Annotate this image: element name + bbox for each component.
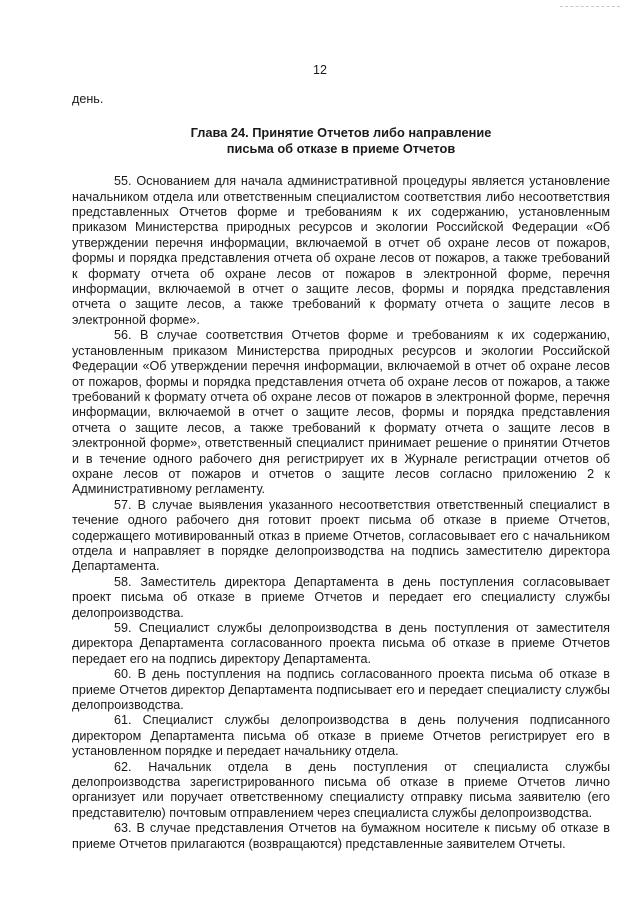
paragraph-61: 61. Специалист службы делопроизводства в день получения подписанного директором Департамента письма об отказе в приеме Отчетов регистрирует его в установленном порядке и передает начальнику отдела. xyxy=(72,713,610,759)
chapter-heading xyxy=(72,125,610,156)
paragraph-60: 60. В день поступления на подпись согласованного проекта письма об отказе в приеме Отчетов директор Департамента подписывает его и передает специалисту службы делопроизводства. xyxy=(72,667,610,713)
chapter-title-line-2: письма об отказе в приеме Отчетов xyxy=(226,140,456,156)
paragraph-59: 59. Специалист службы делопроизводства в день поступления от заместителя директора Департамента согласованного проекта письма об отказе в приеме Отчетов передает его на подпись директору Департамента. xyxy=(72,621,610,666)
document-body xyxy=(72,92,610,852)
paragraph-58: 58. Заместитель директора Департамента в день поступления согласовывает проект письма об отказе в приеме Отчетов и передает его специалисту службы делопроизводства. xyxy=(72,574,610,620)
paragraph-56: 56. В случае соответствия Отчетов форме и требованиям к их содержанию, установленным приказом Министерства природных ресурсов и экологии Российской Федерации «Об утверждении перечня информации, включаемой в отчет об охране лесов от пожаров, формы и порядка представления отчета об охране лесов от пожаров, а также требований к формату отчета об охране лесов от пожаров в электронной форме, перечня информации, включаемой в отчет о защите лесов, формы и порядка представления отчета о защите лесов, а также требований к формату отчета о защите лесов в электронной форме», ответственный специалист принимает решение о принятии Отчетов и в течение одного рабочего дня регистрирует их в Журнале регистрации отчетов об охране лесов от пожаров и отчетов о защите лесов согласно приложению 2 к Административному регламенту. xyxy=(72,328,610,497)
scan-artifact-mark xyxy=(560,6,620,9)
paragraph-57: 57. В случае выявления указанного несоответствия ответственный специалист в течение одного рабочего дня готовит проект письма об отказе в приеме Отчетов, содержащего мотивированный отказ в приеме Отчетов, согласовывает его с начальником отдела и направляет в порядке делопроизводства на подпись заместителю директора Департамента. xyxy=(72,497,610,574)
paragraph-63: 63. В случае представления Отчетов на бумажном носителе к письму об отказе в приеме Отчетов прилагаются (возвращаются) представленные заявителем Отчеты. xyxy=(72,821,610,851)
chapter-title-line-1: Глава 24. Принятие Отчетов либо направление xyxy=(190,125,492,141)
carryover-text: день. xyxy=(72,92,104,106)
paragraph-62: 62. Начальник отдела в день поступления от специалиста службы делопроизводства зарегистрированного письма об отказе в приеме Отчетов лично организует или поручает ответственному специалисту отправку письма заявителю (его представителю) почтовым отправлением через специалиста службы делопроизводства. xyxy=(72,759,610,820)
page-number: 12 xyxy=(313,63,327,77)
paragraph-55: 55. Основанием для начала административной процедуры является установление начальником отдела или ответственным специалистом соответствия либо несоответствия представленных Отчетов форме и требованиям к их содержанию, установленным приказом Министерства природных ресурсов и экологии Российской Федерации «Об утверждении перечня информации, включаемой в отчет об охране лесов от пожаров, формы и порядка представления отчета об охране лесов от пожаров, а также требований к формату отчета об охране лесов от пожаров в электронной форме, перечня информации, включаемой в отчет о защите лесов, формы и порядка представления отчета о защите лесов, а также требований к формату отчета о защите лесов в электронной форме». xyxy=(72,174,610,327)
